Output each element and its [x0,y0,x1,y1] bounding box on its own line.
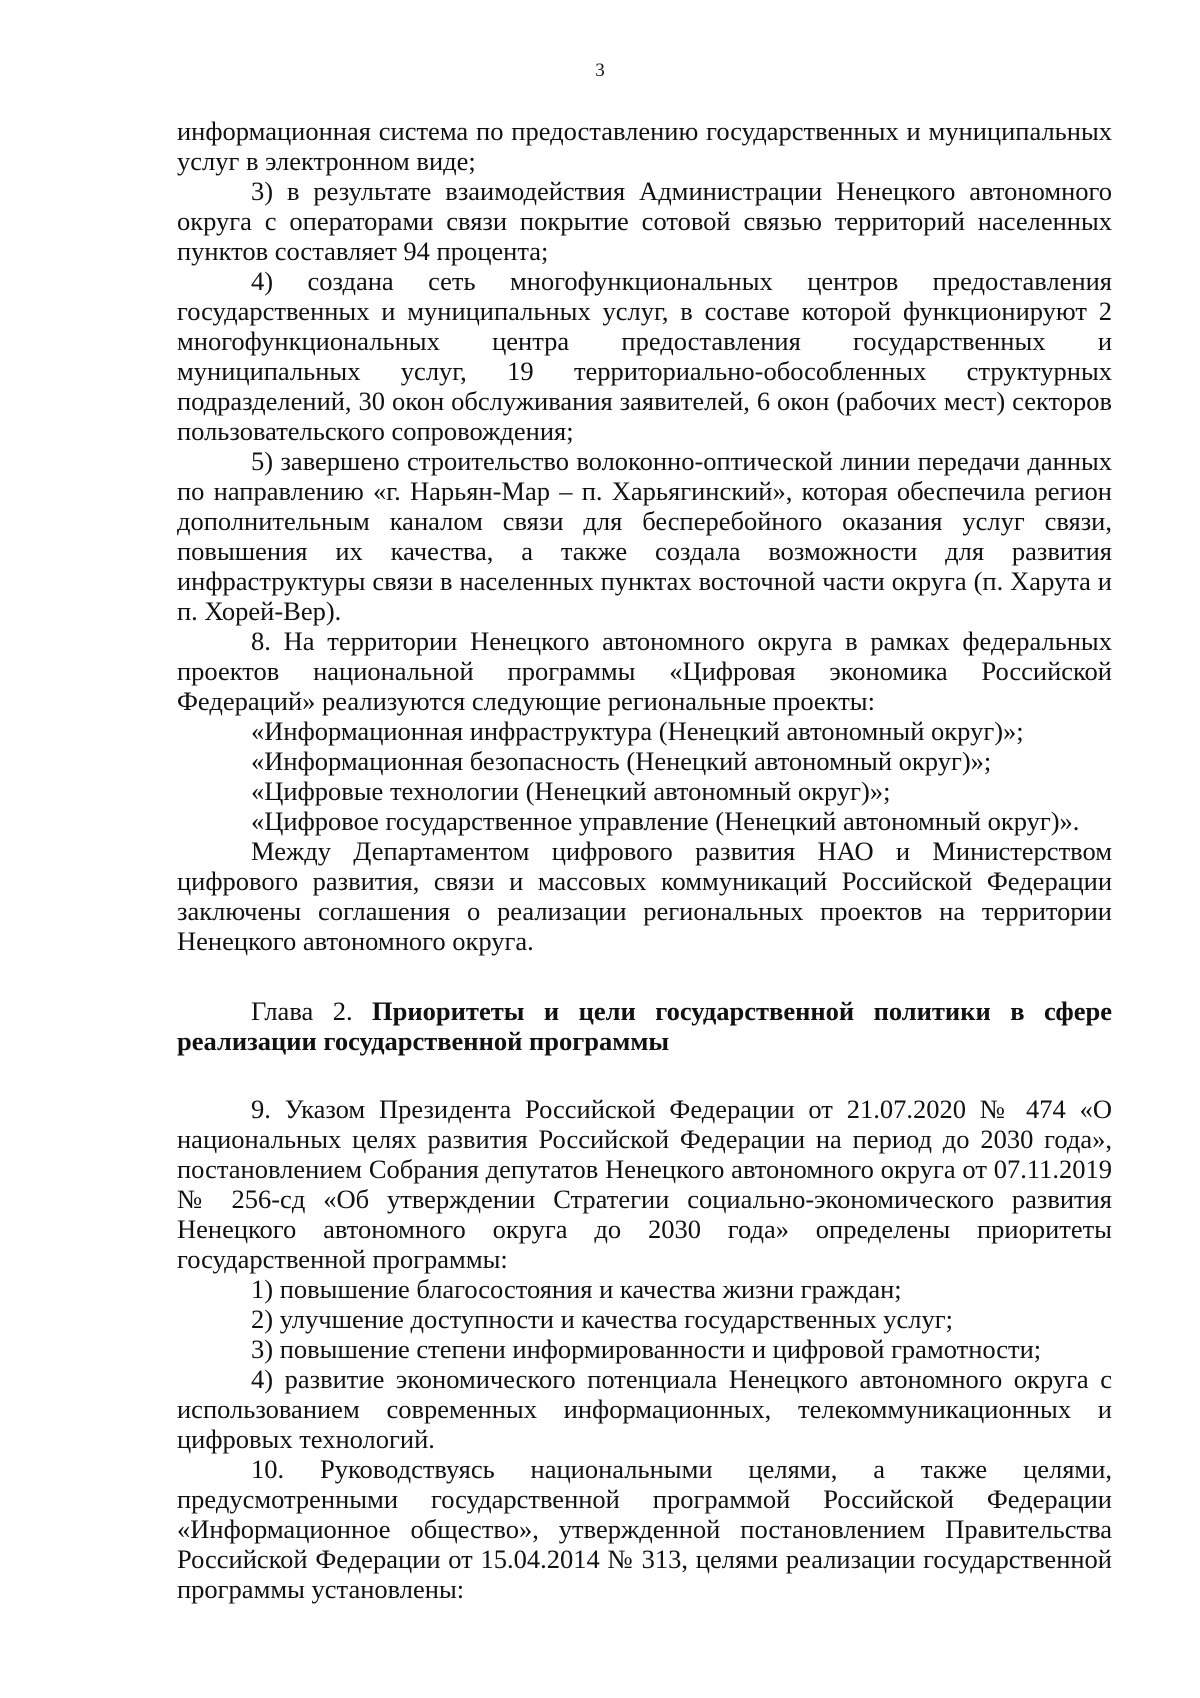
list-item: 1) повышение благосостояния и качества жизни граждан; [251,1274,902,1304]
chapter-title: Приоритеты и цели государственной политики в сфере реализации государственной программы [177,996,1112,1056]
paragraph: 9. Указом Президента Российской Федерации от 21.07.2020 № 474 «О национальных целях развития Российской Федерации на период до 2030 года», постановлением Собрания депутатов Ненецкого автономного округа от 07.11.2019 № 256-сд «Об утверждении Стратегии социально-экономического развития Ненецкого автономного округа до 2030 года» определены приоритеты государственной программы: [177,1094,1112,1274]
chapter-prefix: Глава 2. [251,996,373,1026]
list-item: 3) повышение степени информированности и цифровой грамотности; [251,1334,1042,1364]
paragraph: 10. Руководствуясь национальными целями, а также целями, предусмотренными государственной программой Российской Федерации «Информационное общество», утвержденной постановлением Правительства Российской Федерации от 15.04.2014 № 313, целями реализации государственной программы установлены: [177,1454,1112,1604]
page-number: 3 [595,60,605,81]
paragraph: 5) завершено строительство волоконно-оптической линии передачи данных по направлению «г. Нарьян-Мар – п. Харьягинский», которая обеспечила регион дополнительным каналом связи для бесперебойного оказания услуг связи, повышения их качества, а также создала возможности для развития инфраструктуры связи в населенных пунктах восточной части округа (п. Харута и п. Хорей-Вер). [177,446,1112,626]
paragraph: 8. На территории Ненецкого автономного округа в рамках федеральных проектов национальной программы «Цифровая экономика Российской Федераций» реализуются следующие региональные проекты: [177,626,1112,716]
paragraph: 3) в результате взаимодействия Администрации Ненецкого автономного округа с операторами связи покрытие сотовой связью территорий населенных пунктов составляет 94 процента; [177,176,1112,266]
paragraph: Между Департаментом цифрового развития НАО и Министерством цифрового развития, связи и массовых коммуникаций Российской Федерации заключены соглашения о реализации региональных проектов на территории Ненецкого автономного округа. [177,836,1112,956]
document-body [177,116,1112,1604]
list-item: «Информационная инфраструктура (Ненецкий автономный округ)»; [251,716,1024,746]
list-item: «Информационная безопасность (Ненецкий автономный округ)»; [251,746,992,776]
list-item: «Цифровые технологии (Ненецкий автономный округ)»; [251,776,891,806]
paragraph: информационная система по предоставлению государственных и муниципальных услуг в электронном виде; [177,116,1112,176]
paragraph: 4) создана сеть многофункциональных центров предоставления государственных и муниципальных услуг, в составе которой функционируют 2 многофункциональных центра предоставления государственных и муниципальных услуг, 19 территориально-обособленных структурных подразделений, 30 окон обслуживания заявителей, 6 окон (рабочих мест) секторов пользовательского сопровождения; [177,266,1112,446]
list-item: 2) улучшение доступности и качества государственных услуг; [251,1304,954,1334]
list-item: 4) развитие экономического потенциала Ненецкого автономного округа с использованием современных информационных, телекоммуникационных и цифровых технологий. [177,1364,1112,1454]
list-item: «Цифровое государственное управление (Ненецкий автономный округ)». [251,806,1080,836]
chapter-heading [177,996,1112,1056]
